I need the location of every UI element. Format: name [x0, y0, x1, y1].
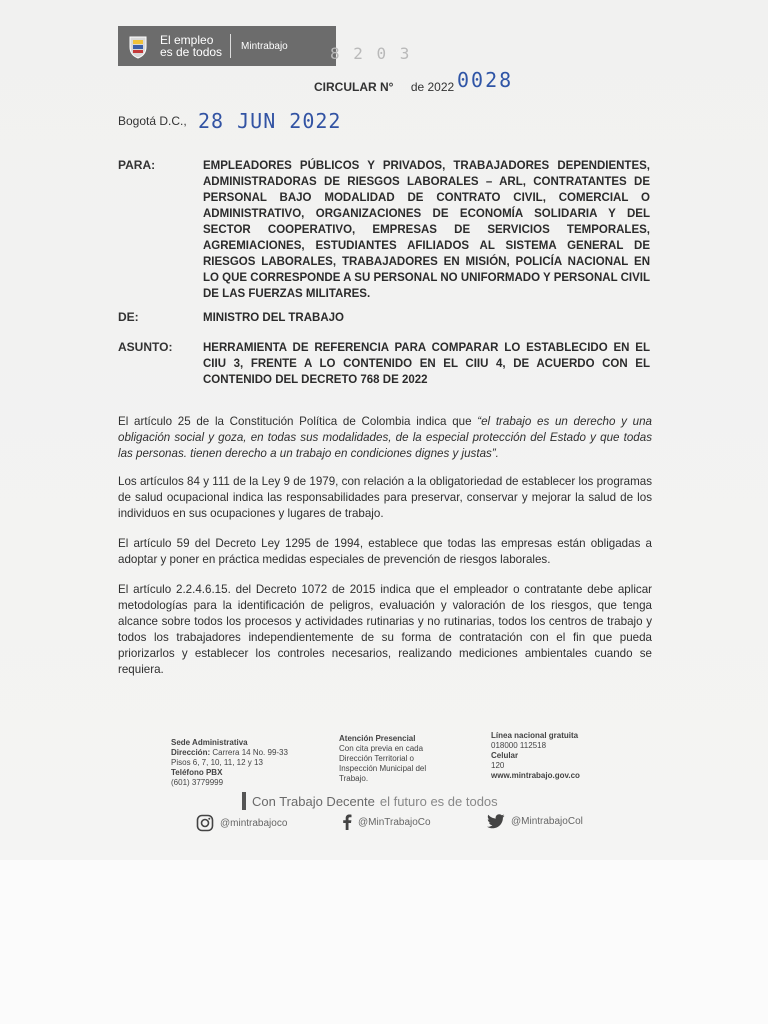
footer-atencion — [339, 734, 451, 784]
logo-line-2: es de todos — [160, 45, 223, 59]
instagram-link[interactable] — [196, 814, 287, 832]
twitter-icon — [487, 814, 505, 829]
paragraph-2: Los artículos 84 y 111 de la Ley 9 de 1979, con relación a la obligatoriedad de establecer los programas de salud ocupacional indica las responsabilidades para preservar, conservar y mejorar la salud de los individuos en sus ocupaciones y lugares de trabajo. — [118, 475, 652, 520]
celular-label: Celular — [491, 751, 519, 760]
colombia-seal-icon — [124, 31, 152, 61]
circular-label: CIRCULAR N° — [314, 80, 394, 94]
celular-value: 120 — [491, 761, 505, 770]
circular-year: de 2022 — [410, 80, 455, 94]
paragraph-1 — [118, 414, 652, 462]
facebook-link[interactable] — [342, 814, 431, 830]
twitter-link[interactable] — [487, 814, 583, 829]
footer-slogan — [242, 792, 498, 810]
atencion-title: Atención Presencial — [339, 734, 416, 743]
instagram-handle: @mintrabajoco — [220, 817, 288, 829]
slogan-main: Con Trabajo Decente — [252, 793, 375, 809]
paragraph-4: El artículo 2.2.4.6.15. del Decreto 1072 de 2015 indica que el empleador o contratante debe aplicar metodologías para la identificación de peligros, evaluación y valoración de los riesgos, que tenga alcance sobre todos los procesos y actividades rutinarias y no rutinarias, todos los centros de trabajo y todos los trabajadores independientemente de su forma de contratación con el fin que pueda priorizarlos y establecer los controles necesarios, realizando mediciones ambientales cuando se requiera. — [118, 583, 652, 676]
atencion-text: Con cita previa en cada Dirección Territorial o Inspección Municipal del Trabajo. — [339, 744, 427, 783]
circular-number-stamp: 0028 — [457, 68, 514, 92]
logo-slogan — [160, 34, 222, 58]
twitter-handle: @MintrabajoCol — [511, 816, 583, 827]
paragraph-1-intro: El artículo 25 de la Constitución Política de Colombia indica que — [118, 415, 478, 428]
faint-stamp: 8 2 0 3 — [330, 44, 412, 63]
para-label: PARA: — [118, 158, 156, 172]
date-stamp: 28 JUN 2022 — [198, 109, 342, 133]
circular-heading — [314, 80, 454, 94]
linea-title: Línea nacional gratuita — [491, 731, 579, 740]
telefono-value: (601) 3779999 — [171, 778, 224, 787]
slogan-tail: el futuro es de todos — [379, 793, 498, 809]
linea-value: 018000 112518 — [491, 741, 547, 750]
facebook-icon — [342, 814, 352, 830]
slogan-bar — [242, 792, 246, 810]
blank-margin — [0, 860, 768, 1024]
paragraph-1-quote: “el trabajo es un derecho y una obligación social y goza, en todas sus modalidades, de la especial protección del Estado y que todas las personas. tienen derecho a un trabajo en condiciones dignes y justas”. — [118, 415, 653, 460]
website-link[interactable]: www.mintrabajo.gov.co — [491, 771, 580, 780]
logo-divider — [230, 34, 231, 58]
telefono-label: Teléfono PBX — [171, 768, 223, 777]
sede-title: Sede Administrativa — [171, 738, 248, 747]
direccion-label: Dirección: — [171, 748, 211, 757]
logo-line-1: El empleo — [160, 33, 214, 47]
paragraph-3: El artículo 59 del Decreto Ley 1295 de 1994, establece que todas las empresas están obligadas a adoptar y poner en práctica medidas especiales de prevención de riesgos laborales. — [118, 537, 652, 566]
instagram-icon — [196, 814, 214, 832]
para-recipients: EMPLEADORES PÚBLICOS Y PRIVADOS, TRABAJADORES DEPENDIENTES, ADMINISTRADORAS DE RIESGOS LABORALES – ARL, CONTRATANTES DE PERSONAL BAJO MODALIDAD DE CONTRATO CIVIL, COMERCIAL O ADMINISTRATIVO, ORGANIZACIONES DE ECONOMÍA SOLIDARIA Y DEL SECTOR COOPERATIVO, EMPRESAS DE SERVICIOS TEMPORALES, AGREMIACIONES, ESTUDIANTES AFILIADOS AL SISTEMA GENERAL DE RIESGOS LABORALES, TRABAJADORES EN MISIÓN, POLICÍA NACIONAL EN LO QUE CORRESPONDE A SU PERSONAL NO UNIFORMADO Y PERSONAL CIVIL DE LAS FUERZAS MILITARES. — [203, 160, 650, 300]
footer-sede — [171, 738, 301, 788]
asunto-subject: HERRAMIENTA DE REFERENCIA PARA COMPARAR LO ESTABLECIDO EN EL CIIU 3, FRENTE A LO CONTENIDO EN EL CIIU 4, DE ACUERDO CON EL CONTENIDO DEL DECRETO 768 DE 2022 — [203, 342, 650, 386]
government-logo-banner — [118, 26, 336, 66]
de-label: DE: — [118, 310, 139, 324]
direccion-value: Carrera 14 No. 99-33 — [212, 748, 288, 757]
facebook-handle: @MinTrabajoCo — [358, 816, 431, 828]
ministry-name: Mintrabajo — [241, 40, 288, 52]
pisos: Pisos 6, 7, 10, 11, 12 y 13 — [171, 758, 263, 767]
footer-contacto — [491, 731, 621, 781]
asunto-label: ASUNTO: — [118, 340, 173, 354]
de-sender: MINISTRO DEL TRABAJO — [203, 312, 344, 324]
place-label: Bogotá D.C., — [118, 114, 187, 128]
